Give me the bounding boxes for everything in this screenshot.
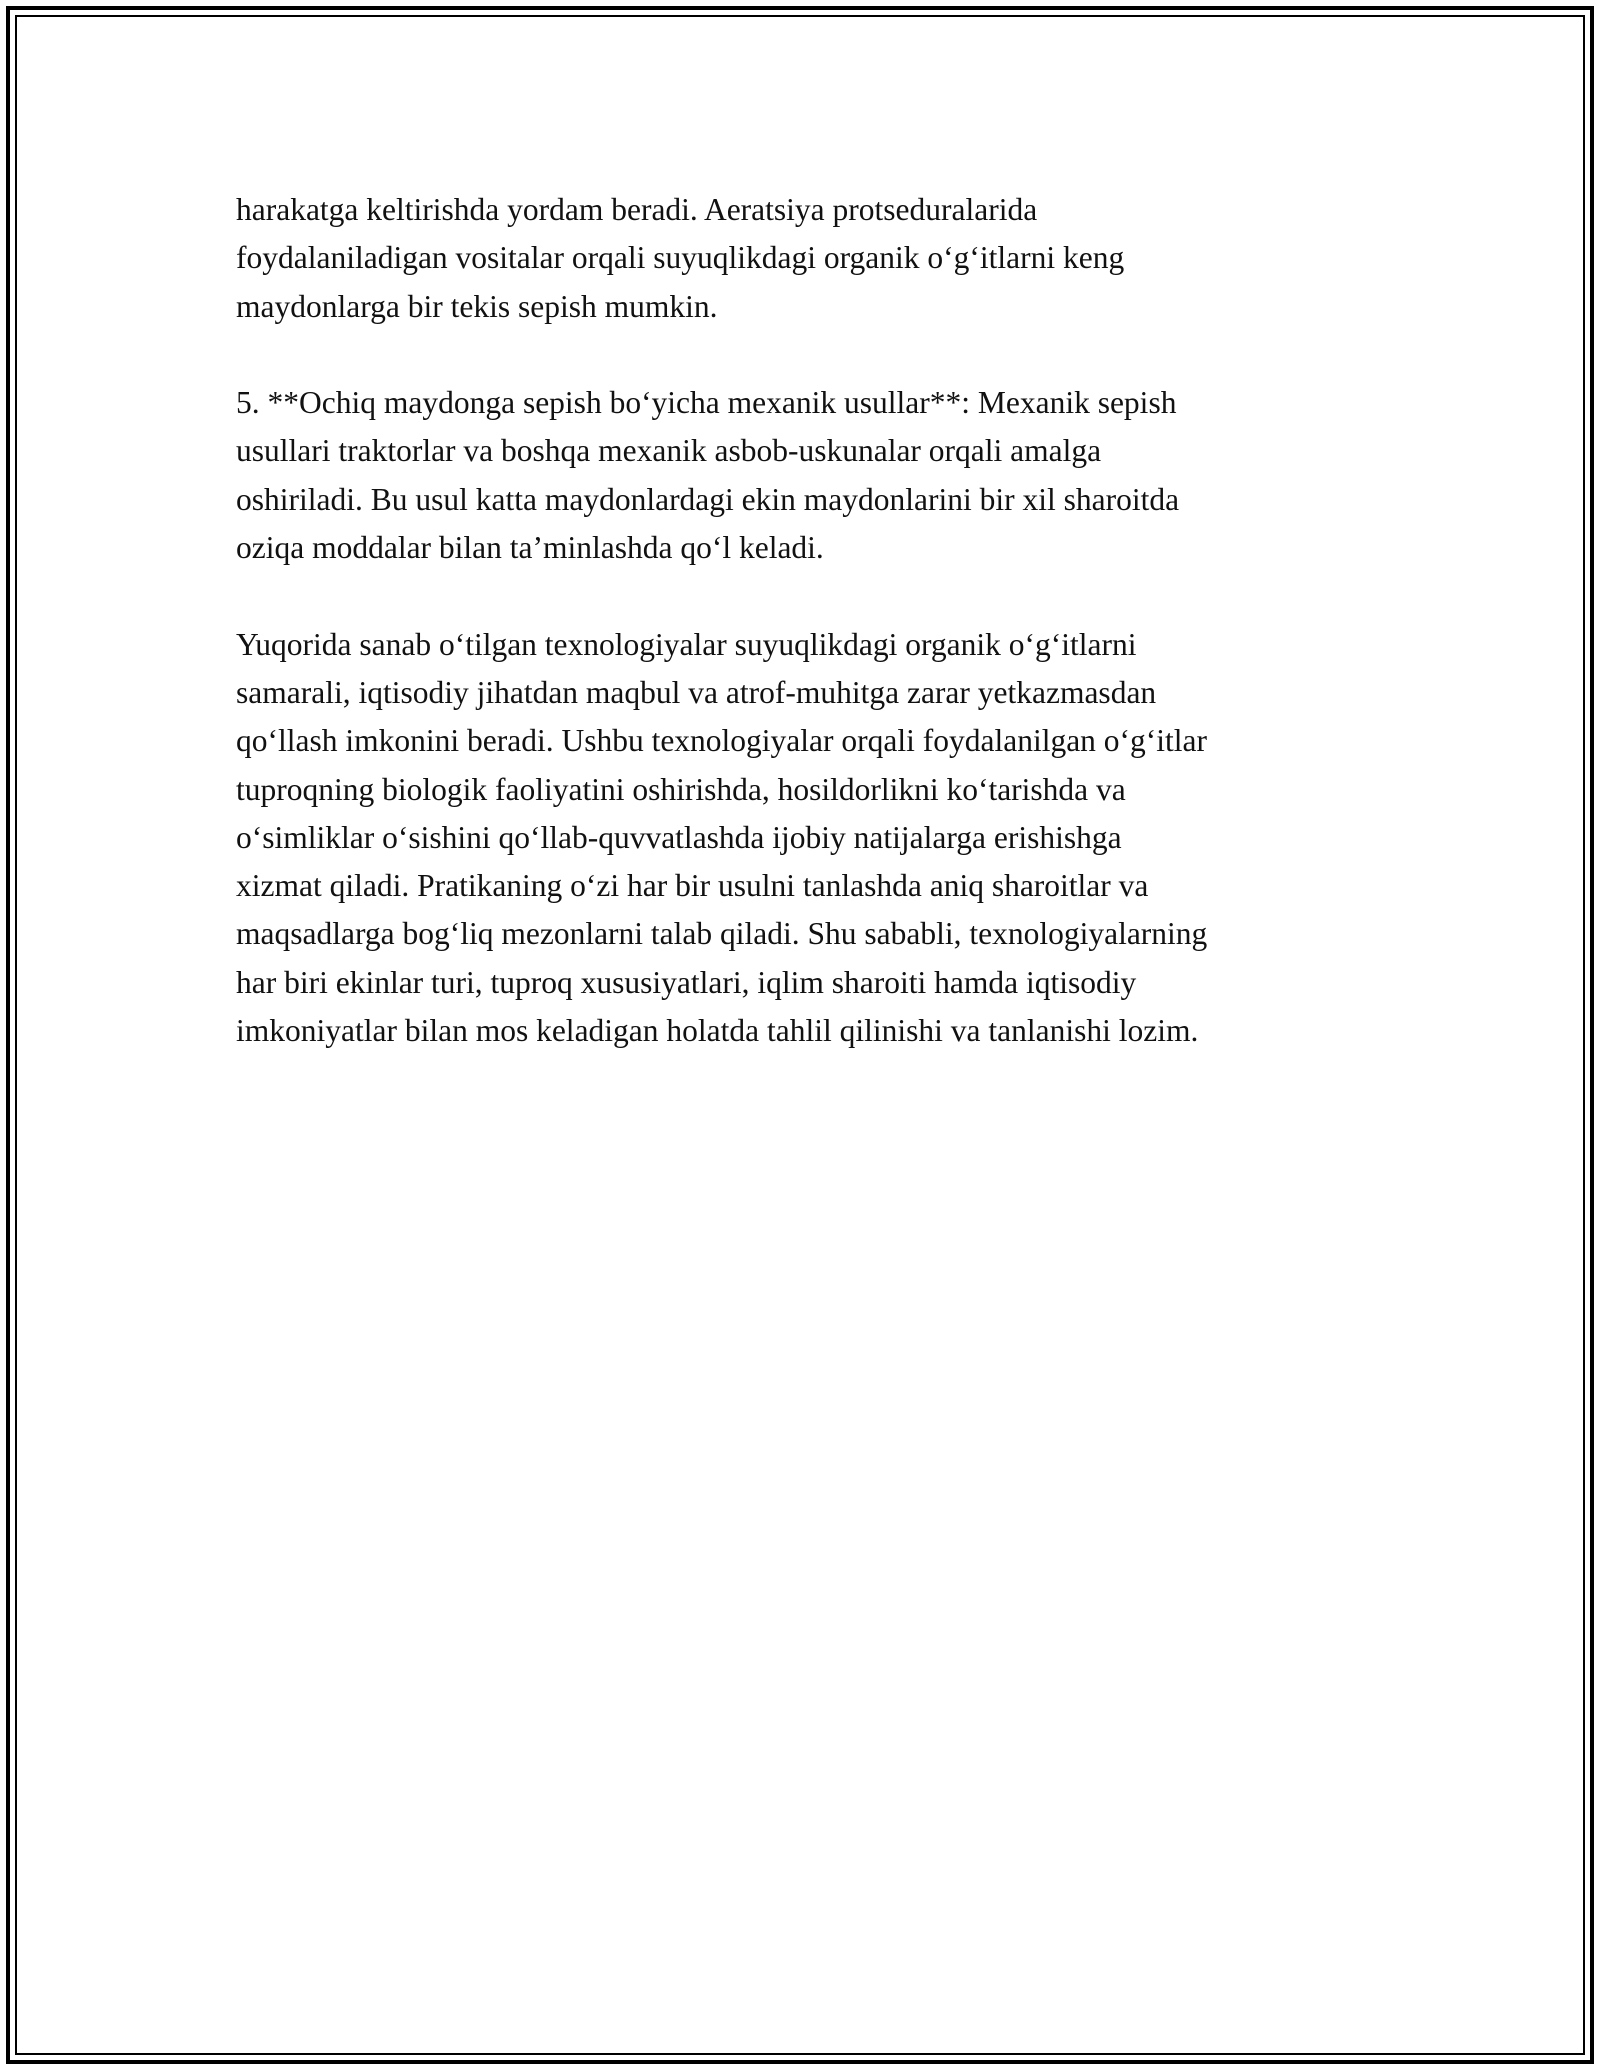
paragraph-continuation: harakatga keltirishda yordam beradi. Aeratsiya protseduralarida foydalaniladigan vositalar orqali suyuqlikdagi organik o‘g‘itlarni keng maydonlarga bir tekis sepish mumkin. [236, 192, 1125, 324]
paragraph-mechanical-methods: 5. **Ochiq maydonga sepish bo‘yicha mexanik usullar**: Mexanik sepish usullari traktorlar va boshqa mexanik asbob-uskunalar orqali amalga oshiriladi. Bu usul katta maydonlardagi ekin maydonlarini bir xil sharoitda oziqa moddalar bilan ta’minlashda qo‘l keladi. [236, 385, 1180, 566]
paragraph-conclusion: Yuqorida sanab o‘tilgan texnologiyalar suyuqlikdagi organik o‘g‘itlarni samarali, iqtisodiy jihatdan maqbul va atrof-muhitga zarar yetkazmasdan qo‘llash imkonini beradi. Ushbu texnologiyalar orqali foydalanilgan o‘g‘itlar tuproqning biologik faoliyatini oshirishda, hosildorlikni ko‘tarishda va o‘simliklar o‘sishini qo‘llab-quvvatlashda ijobiy natijalarga erishishga xizmat qiladi. Pratikaning o‘zi har bir usulni tanlashda aniq sharoitlar va maqsadlarga bog‘liq mezonlarni talab qiladi. Shu sababli, texnologiyalarning har biri ekinlar turi, tuproq xususiyatlari, iqlim sharoiti hamda iqtisodiy imkoniyatlar bilan mos keladigan holatda tahlil qilinishi va tanlanishi lozim. [236, 626, 1208, 1049]
document-body [236, 186, 1376, 1104]
